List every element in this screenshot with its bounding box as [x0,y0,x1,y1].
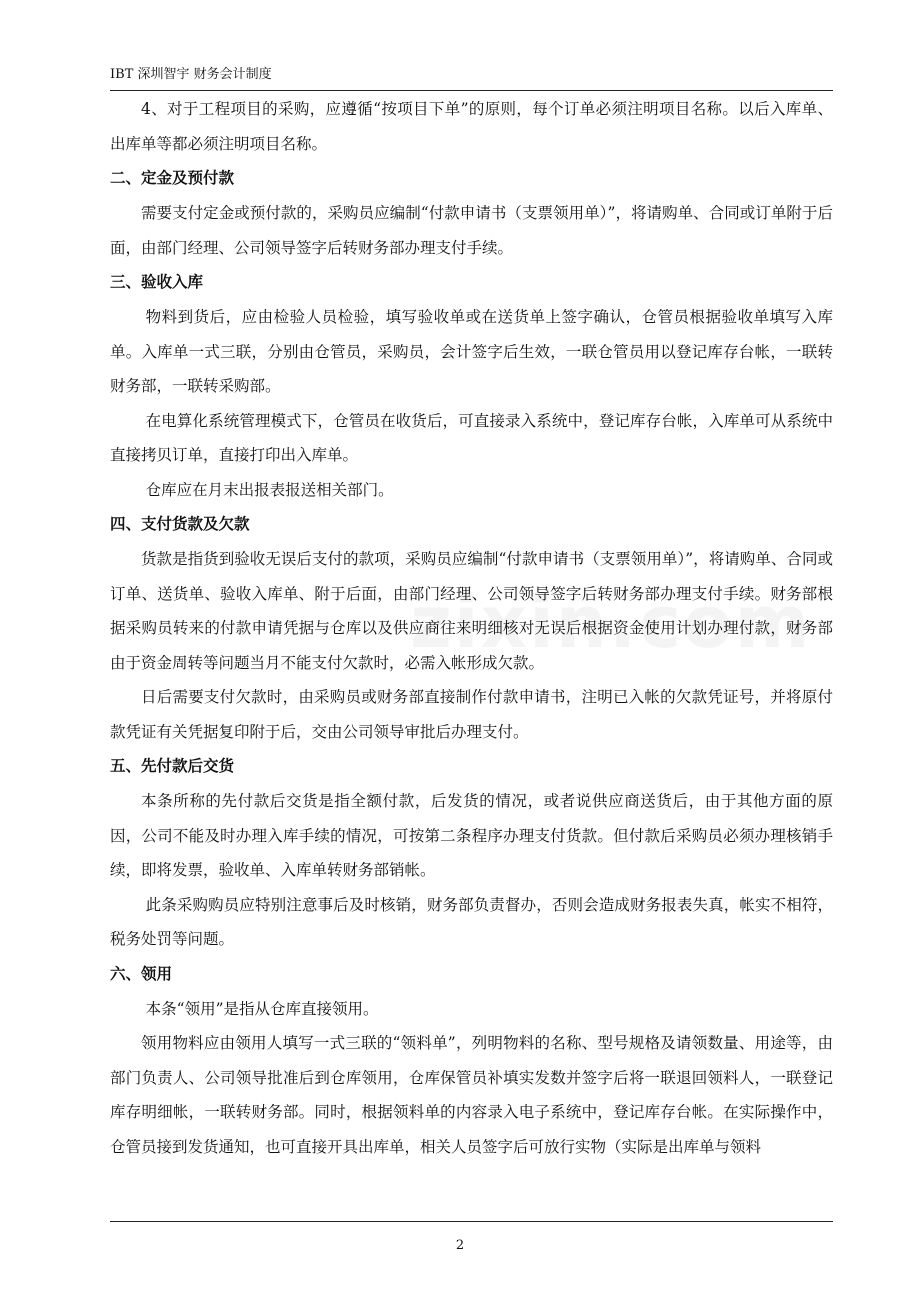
header-text: IBT 深圳智宇 财务会计制度 [110,67,272,82]
paragraph: 本条“领用”是指从仓库直接领用。 [145,999,379,1018]
paragraph: 仓库应在月末出报表报送相关部门。 [145,480,394,499]
paragraph: 货款是指货到验收无误后支付的款项，采购员应编制“付款申请书（支票领用单）”，将请购单、合同或订单、送货单、验收入库单、附于后面，由部门经理、公司领导签字后转财务部办理支付手续。财务部根据采购员转来的付款申请凭据与仓库以及供应商往来明细核对无误后根据资金使用计划办理付款，财务部由于资金周转等问题当月不能支付欠款时，必需入帐形成欠款。 [110,550,833,672]
footer-rule [110,1221,833,1222]
paragraph: 此条采购购员应特别注意事后及时核销，财务部负责督办，否则会造成财务报表失真，帐实不相符，税务处罚等问题。 [110,895,833,948]
section-heading: 五、先付款后交货 [110,757,235,775]
paragraph: 日后需要支付欠款时，由采购员或财务部直接制作付款申请书，注明已入帐的欠款凭证号，并将原付款凭证有关凭据复印附于后，交由公司领导审批后办理支付。 [110,688,833,741]
document-body [110,92,833,1164]
section-heading: 六、领用 [110,964,173,983]
section-heading: 四、支付货款及欠款 [110,515,250,533]
paragraph: 在电算化系统管理模式下，仓管员在收货后，可直接录入系统中，登记库存台帐，入库单可从系统中直接拷贝订单，直接打印出入库单。 [110,411,833,464]
section-heading: 三、验收入库 [110,273,204,291]
page-number: 2 [455,1238,465,1253]
section-heading: 二、定金及预付款 [110,169,235,187]
paragraph: 物料到货后，应由检验人员检验，填写验收单或在送货单上签字确认，仓管员根据验收单填写入库单。入库单一式三联，分别由仓管员，采购员，会计签字后生效，一联仓管员用以登记库存台帐，一联转财务部，一联转采购部。 [110,308,833,395]
paragraph: 需要支付定金或预付款的，采购员应编制“付款申请书（支票领用单）”，将请购单、合同或订单附于后面，由部门经理、公司领导签字后转财务部办理支付手续。 [110,204,833,257]
paragraph: 本条所称的先付款后交货是指全额付款，后发货的情况，或者说供应商送货后，由于其他方面的原因，公司不能及时办理入库手续的情况，可按第二条程序办理支付货款。但付款后采购员必须办理核销手续，即将发票，验收单、入库单转财务部销帐。 [110,792,833,879]
paragraph: 4、对于工程项目的采购，应遵循“按项目下单”的原则，每个订单必须注明项目名称。以后入库单、出库单等都必须注明项目名称。 [110,100,833,153]
page-header [110,66,833,91]
paragraph: 领用物料应由领用人填写一式三联的“领料单”，列明物料的名称、型号规格及请领数量、用途等，由部门负责人、公司领导批准后到仓库领用，仓库保管员补填实发数并签字后将一联退回领料人，一联登记库存明细帐，一联转财务部。同时，根据领料单的内容录入电子系统中，登记库存台帐。在实际操作中，仓管员接到发货通知，也可直接开具出库单，相关人员签字后可放行实物（实际是出库单与领料 [110,1034,833,1156]
